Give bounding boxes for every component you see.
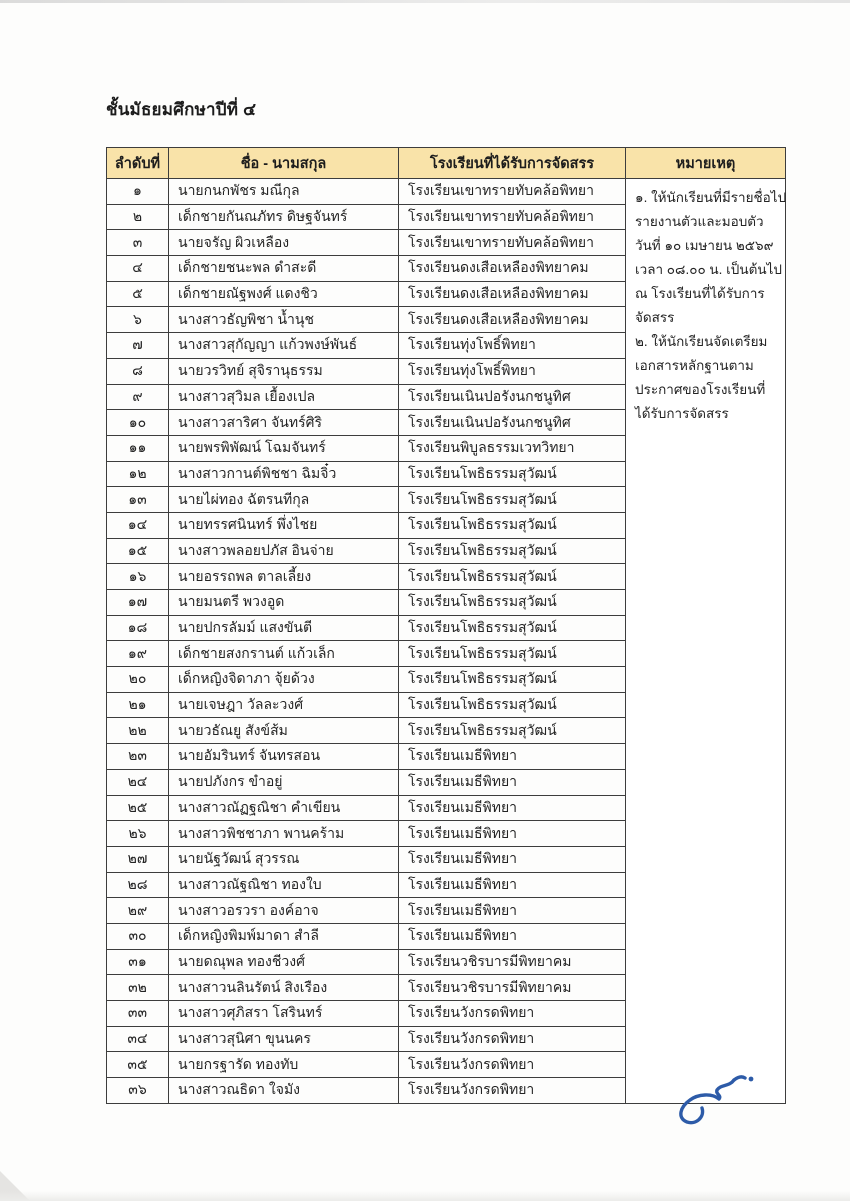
student-name-cell: นายปกรลัมม์ แสงขันตี [169,615,399,641]
student-name-cell: เด็กชายสงกรานต์ แก้วเล็ก [169,641,399,667]
student-name-cell: นายอรรถพล ตาลเลี้ยง [169,564,399,590]
row-number-cell: ๒๖ [107,821,169,847]
student-name-cell: นายดณุพล ทองชีวงศ์ [169,949,399,975]
row-number-cell: ๑๖ [107,564,169,590]
student-name-cell: นางสาวพิชชาภา พานคร้าม [169,821,399,847]
student-name-cell: นางสาวสุนิศา ขุนนคร [169,1026,399,1052]
allocated-school-cell: โรงเรียนเนินปอรังนกชนูทิศ [399,410,626,436]
remarks-line: วันที่ ๑๐ เมษายน ๒๕๖๙ [635,238,774,253]
row-number-cell: ๒๐ [107,667,169,693]
table-header [107,148,786,179]
allocated-school-cell: โรงเรียนทุ่งโพธิ์พิทยา [399,358,626,384]
allocated-school-cell: โรงเรียนโพธิธรรมสุวัฒน์ [399,487,626,513]
student-name-cell: นางสาวณัฐณิชา ทองใบ [169,872,399,898]
remarks-line: เอกสารหลักฐานตาม [635,358,754,373]
remarks-line: เวลา ๐๘.๐๐ น. เป็นต้นไป [635,262,782,277]
row-number-cell: ๓๖ [107,1078,169,1104]
row-number-cell: ๒๘ [107,872,169,898]
allocated-school-cell: โรงเรียนโพธิธรรมสุวัฒน์ [399,667,626,693]
student-name-cell: นายไผ่ทอง ฉัตรนทีกุล [169,487,399,513]
student-name-cell: นายเจษฎา วัลละวงศ์ [169,692,399,718]
student-name-cell: นางสาวสุวิมล เยื้องเปล [169,384,399,410]
row-number-cell: ๒๓ [107,744,169,770]
allocated-school-cell: โรงเรียนวังกรดพิทยา [399,1078,626,1104]
allocated-school-cell: โรงเรียนดงเสือเหลืองพิทยาคม [399,281,626,307]
allocated-school-cell: โรงเรียนโพธิธรรมสุวัฒน์ [399,461,626,487]
student-name-cell: เด็กหญิงพิมพ์มาดา สำลี [169,923,399,949]
row-number-cell: ๒๑ [107,692,169,718]
remarks-line: ๑. ให้นักเรียนที่มีรายชื่อไป [635,190,787,205]
student-name-cell: นายกนกพัชร มณีกุล [169,179,399,205]
row-number-cell: ๑๙ [107,641,169,667]
student-name-cell: นายกรฐารัด ทองทับ [169,1052,399,1078]
student-name-cell: นายมนตรี พวงอูด [169,590,399,616]
row-number-cell: ๒๙ [107,898,169,924]
row-number-cell: ๓๓ [107,1001,169,1027]
allocated-school-cell: โรงเรียนเขาทรายทับคล้อพิทยา [399,204,626,230]
row-number-cell: ๑๑ [107,435,169,461]
allocated-school-cell: โรงเรียนโพธิธรรมสุวัฒน์ [399,641,626,667]
handwritten-signature [648,1066,760,1130]
header-remarks: หมายเหตุ [626,148,786,179]
row-number-cell: ๓๑ [107,949,169,975]
row-number-cell: ๑๕ [107,538,169,564]
allocated-school-cell: โรงเรียนทุ่งโพธิ์พิทยา [399,333,626,359]
student-table-body [107,179,786,1104]
allocated-school-cell: โรงเรียนเขาทรายทับคล้อพิทยา [399,179,626,205]
allocated-school-cell: โรงเรียนโพธิธรรมสุวัฒน์ [399,692,626,718]
student-name-cell: นางสาวพลอยปภัส อินจ่าย [169,538,399,564]
student-name-cell: นายพรพิพัฒน์ โฉมจันทร์ [169,435,399,461]
row-number-cell: ๓๒ [107,975,169,1001]
row-number-cell: ๒๕ [107,795,169,821]
header-row [107,148,786,179]
remarks-line: ๒. ให้นักเรียนจัดเตรียม [635,334,768,349]
remarks-line: รายงานตัวและมอบตัว [635,214,764,229]
scan-shadow-artifact [0,1191,850,1201]
header-full-name: ชื่อ - นามสกุล [169,148,399,179]
student-name-cell: นางสาวสาริศา จันทร์ศิริ [169,410,399,436]
allocated-school-cell: โรงเรียนเมธีพิทยา [399,923,626,949]
allocated-school-cell: โรงเรียนวังกรดพิทยา [399,1026,626,1052]
student-allocation-table [106,147,786,1104]
allocated-school-cell: โรงเรียนโพธิธรรมสุวัฒน์ [399,718,626,744]
student-name-cell: นายวรวิทย์ สุจิรานุธรรม [169,358,399,384]
allocated-school-cell: โรงเรียนเมธีพิทยา [399,898,626,924]
allocated-school-cell: โรงเรียนเมธีพิทยา [399,744,626,770]
row-number-cell: ๓ [107,230,169,256]
allocated-school-cell: โรงเรียนวังกรดพิทยา [399,1052,626,1078]
student-name-cell: นางสาวศุภิสรา โสรินทร์ [169,1001,399,1027]
student-name-cell: เด็กชายณัฐพงศ์ แดงชิว [169,281,399,307]
row-number-cell: ๒ [107,204,169,230]
row-number-cell: ๑๗ [107,590,169,616]
student-name-cell: นางสาวธัญพิชา น้ำนุช [169,307,399,333]
allocated-school-cell: โรงเรียนเนินปอรังนกชนูทิศ [399,384,626,410]
allocated-school-cell: โรงเรียนพิบูลธรรมเวทวิทยา [399,435,626,461]
row-number-cell: ๑๐ [107,410,169,436]
header-allocated-school: โรงเรียนที่ได้รับการจัดสรร [399,148,626,179]
allocated-school-cell: โรงเรียนโพธิธรรมสุวัฒน์ [399,615,626,641]
student-name-cell: นางสาวณธิดา ใจมัง [169,1078,399,1104]
allocated-school-cell: โรงเรียนเมธีพิทยา [399,821,626,847]
page-title: ชั้นมัธยมศึกษาปีที่ ๔ [106,100,257,119]
allocated-school-cell: โรงเรียนโพธิธรรมสุวัฒน์ [399,590,626,616]
row-number-cell: ๑ [107,179,169,205]
row-number-cell: ๕ [107,281,169,307]
row-number-cell: ๒๗ [107,846,169,872]
student-name-cell: นางสาวกานต์พิชชา ฉิมจิ๋ว [169,461,399,487]
allocated-school-cell: โรงเรียนโพธิธรรมสุวัฒน์ [399,512,626,538]
allocated-school-cell: โรงเรียนเมธีพิทยา [399,795,626,821]
allocated-school-cell: โรงเรียนเมธีพิทยา [399,846,626,872]
allocated-school-cell: โรงเรียนโพธิธรรมสุวัฒน์ [399,564,626,590]
row-number-cell: ๑๓ [107,487,169,513]
student-name-cell: นางสาวอรวรา องค์อาจ [169,898,399,924]
row-number-cell: ๓๐ [107,923,169,949]
student-name-cell: นายจรัญ ผิวเหลือง [169,230,399,256]
scan-edge-artifact [0,0,850,3]
remarks-line: ได้รับการจัดสรร [635,406,729,421]
row-number-cell: ๑๔ [107,512,169,538]
row-number-cell: ๙ [107,384,169,410]
remarks-cell [626,179,786,1104]
row-number-cell: ๓๔ [107,1026,169,1052]
allocated-school-cell: โรงเรียนวชิรบารมีพิทยาคม [399,949,626,975]
row-number-cell: ๓๕ [107,1052,169,1078]
remarks-line: ณ โรงเรียนที่ได้รับการ [635,286,765,301]
student-name-cell: นายอัมรินทร์ จันทรสอน [169,744,399,770]
allocated-school-cell: โรงเรียนเมธีพิทยา [399,769,626,795]
student-name-cell: นายทรรศนินทร์ พึ่งไชย [169,512,399,538]
row-number-cell: ๒๒ [107,718,169,744]
student-name-cell: เด็กหญิงจิดาภา จุ้ยด้วง [169,667,399,693]
row-number-cell: ๗ [107,333,169,359]
student-name-cell: นายปภังกร ขำอยู่ [169,769,399,795]
row-number-cell: ๒๔ [107,769,169,795]
allocated-school-cell: โรงเรียนเมธีพิทยา [399,872,626,898]
row-number-cell: ๖ [107,307,169,333]
row-number-cell: ๔ [107,256,169,282]
remarks-line: จัดสรร [635,310,675,325]
student-name-cell: เด็กชายกันณภัทร ดิษฐจันทร์ [169,204,399,230]
student-name-cell: เด็กชายชนะพล ดำสะดี [169,256,399,282]
student-name-cell: นายนัฐวัฒน์ สุวรรณ [169,846,399,872]
allocated-school-cell: โรงเรียนดงเสือเหลืองพิทยาคม [399,307,626,333]
student-name-cell: นางสาวสุกัญญา แก้วพงษ์พันธ์ [169,333,399,359]
student-name-cell: นางสาวนลินรัตน์ สิงเรือง [169,975,399,1001]
allocated-school-cell: โรงเรียนวังกรดพิทยา [399,1001,626,1027]
allocated-school-cell: โรงเรียนโพธิธรรมสุวัฒน์ [399,538,626,564]
allocated-school-cell: โรงเรียนเขาทรายทับคล้อพิทยา [399,230,626,256]
row-number-cell: ๑๘ [107,615,169,641]
table-row [107,179,786,205]
allocated-school-cell: โรงเรียนวชิรบารมีพิทยาคม [399,975,626,1001]
remarks-line: ประกาศของโรงเรียนที่ [635,382,766,397]
allocated-school-cell: โรงเรียนดงเสือเหลืองพิทยาคม [399,256,626,282]
header-order-number: ลำดับที่ [107,148,169,179]
row-number-cell: ๘ [107,358,169,384]
student-name-cell: นายวธัณยู สังข์ส้ม [169,718,399,744]
row-number-cell: ๑๒ [107,461,169,487]
student-name-cell: นางสาวณัฏฐณิชา คำเขียน [169,795,399,821]
